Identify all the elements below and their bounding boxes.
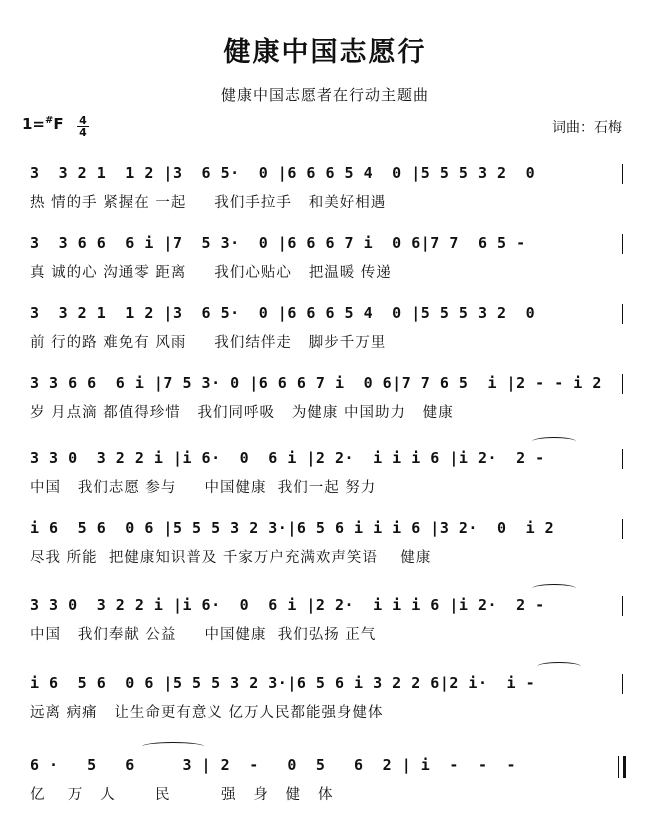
system-1 <box>22 160 628 224</box>
key-sharp: # <box>45 115 54 126</box>
credit: 词曲：石梅 <box>552 120 622 136</box>
lyrics-line: 中国 我们志愿 参与 中国健康 我们一起 努力 <box>30 480 377 496</box>
final-barline <box>618 756 626 778</box>
system-6 <box>22 515 628 579</box>
slur <box>532 437 576 446</box>
notes-line: 3 3 0 3 2 2 i |i 6· 0 6 i |2 2· i i i 6 |i 2· 2 - <box>30 596 555 614</box>
end-barline <box>622 519 623 539</box>
time-signature <box>77 115 89 138</box>
system-3 <box>22 300 628 364</box>
system-9 <box>22 752 628 816</box>
system-5 <box>22 445 628 509</box>
notes-line: 6 · 5 6 3 | 2 - 0 5 6 2 | i - - - <box>30 756 526 774</box>
end-barline <box>622 164 623 184</box>
notes-line: 3 3 6 6 6 i |7 5 3· 0 |6 6 6 7 i 0 6|7 7 6 5 - <box>30 234 536 252</box>
key-prefix: 1= <box>22 115 46 133</box>
end-barline <box>622 449 623 469</box>
song-title: 健康中国志愿行 <box>223 37 427 68</box>
lyrics-line: 中国 我们奉献 公益 中国健康 我们弘扬 正气 <box>30 627 377 643</box>
system-8 <box>22 670 628 734</box>
system-4 <box>22 370 628 434</box>
lyrics-line: 亿 万 人 民 强 身 健 体 <box>30 787 334 803</box>
notes-line: 3 3 6 6 6 i |7 5 3· 0 |6 6 6 7 i 0 6|7 7 6 5 i |2 - - i 2 <box>30 374 602 392</box>
end-barline <box>622 304 623 324</box>
time-signature-bottom: 4 <box>79 126 87 139</box>
song-subtitle: 健康中国志愿者在行动主题曲 <box>220 86 429 104</box>
lyrics-line: 远离 病痛 让生命更有意义 亿万人民都能强身健体 <box>30 705 384 721</box>
notes-line: 3 3 0 3 2 2 i |i 6· 0 6 i |2 2· i i i 6 |i 2· 2 - <box>30 449 555 467</box>
slur <box>142 742 204 751</box>
notes-line: i 6 5 6 0 6 |5 5 5 3 2 3·|6 5 6 i 3 2 2 6|2 i· i - <box>30 674 545 692</box>
time-signature-top: 4 <box>79 114 87 127</box>
notes-line: 3 3 2 1 1 2 |3 6 5· 0 |6 6 6 5 4 0 |5 5 5 3 2 0 <box>30 164 545 182</box>
slur <box>537 662 581 671</box>
end-barline <box>622 596 623 616</box>
end-barline <box>622 674 623 694</box>
lyrics-line: 真 诚的心 沟通零 距离 我们心贴心 把温暖 传递 <box>30 265 392 281</box>
notes-line: 3 3 2 1 1 2 |3 6 5· 0 |6 6 6 5 4 0 |5 5 5 3 2 0 <box>30 304 545 322</box>
lyrics-line: 热 情的手 紧握在 一起 我们手拉手 和美好相遇 <box>30 195 387 211</box>
end-barline <box>622 234 623 254</box>
system-7 <box>22 592 628 656</box>
notes-line: i 6 5 6 0 6 |5 5 5 3 2 3·|6 5 6 i i i 6 |3 2· 0 i 2 <box>30 519 555 537</box>
key-signature <box>22 115 64 133</box>
lyrics-line: 尽我 所能 把健康知识普及 千家万户充满欢声笑语 健康 <box>30 550 432 566</box>
slur <box>532 584 576 593</box>
lyrics-line: 岁 月点滴 都值得珍惜 我们同呼吸 为健康 中国助力 健康 <box>30 405 454 421</box>
system-2 <box>22 230 628 294</box>
key-note: F <box>53 115 64 133</box>
lyrics-line: 前 行的路 难免有 风雨 我们结伴走 脚步千万里 <box>30 335 387 351</box>
end-barline <box>622 374 623 394</box>
